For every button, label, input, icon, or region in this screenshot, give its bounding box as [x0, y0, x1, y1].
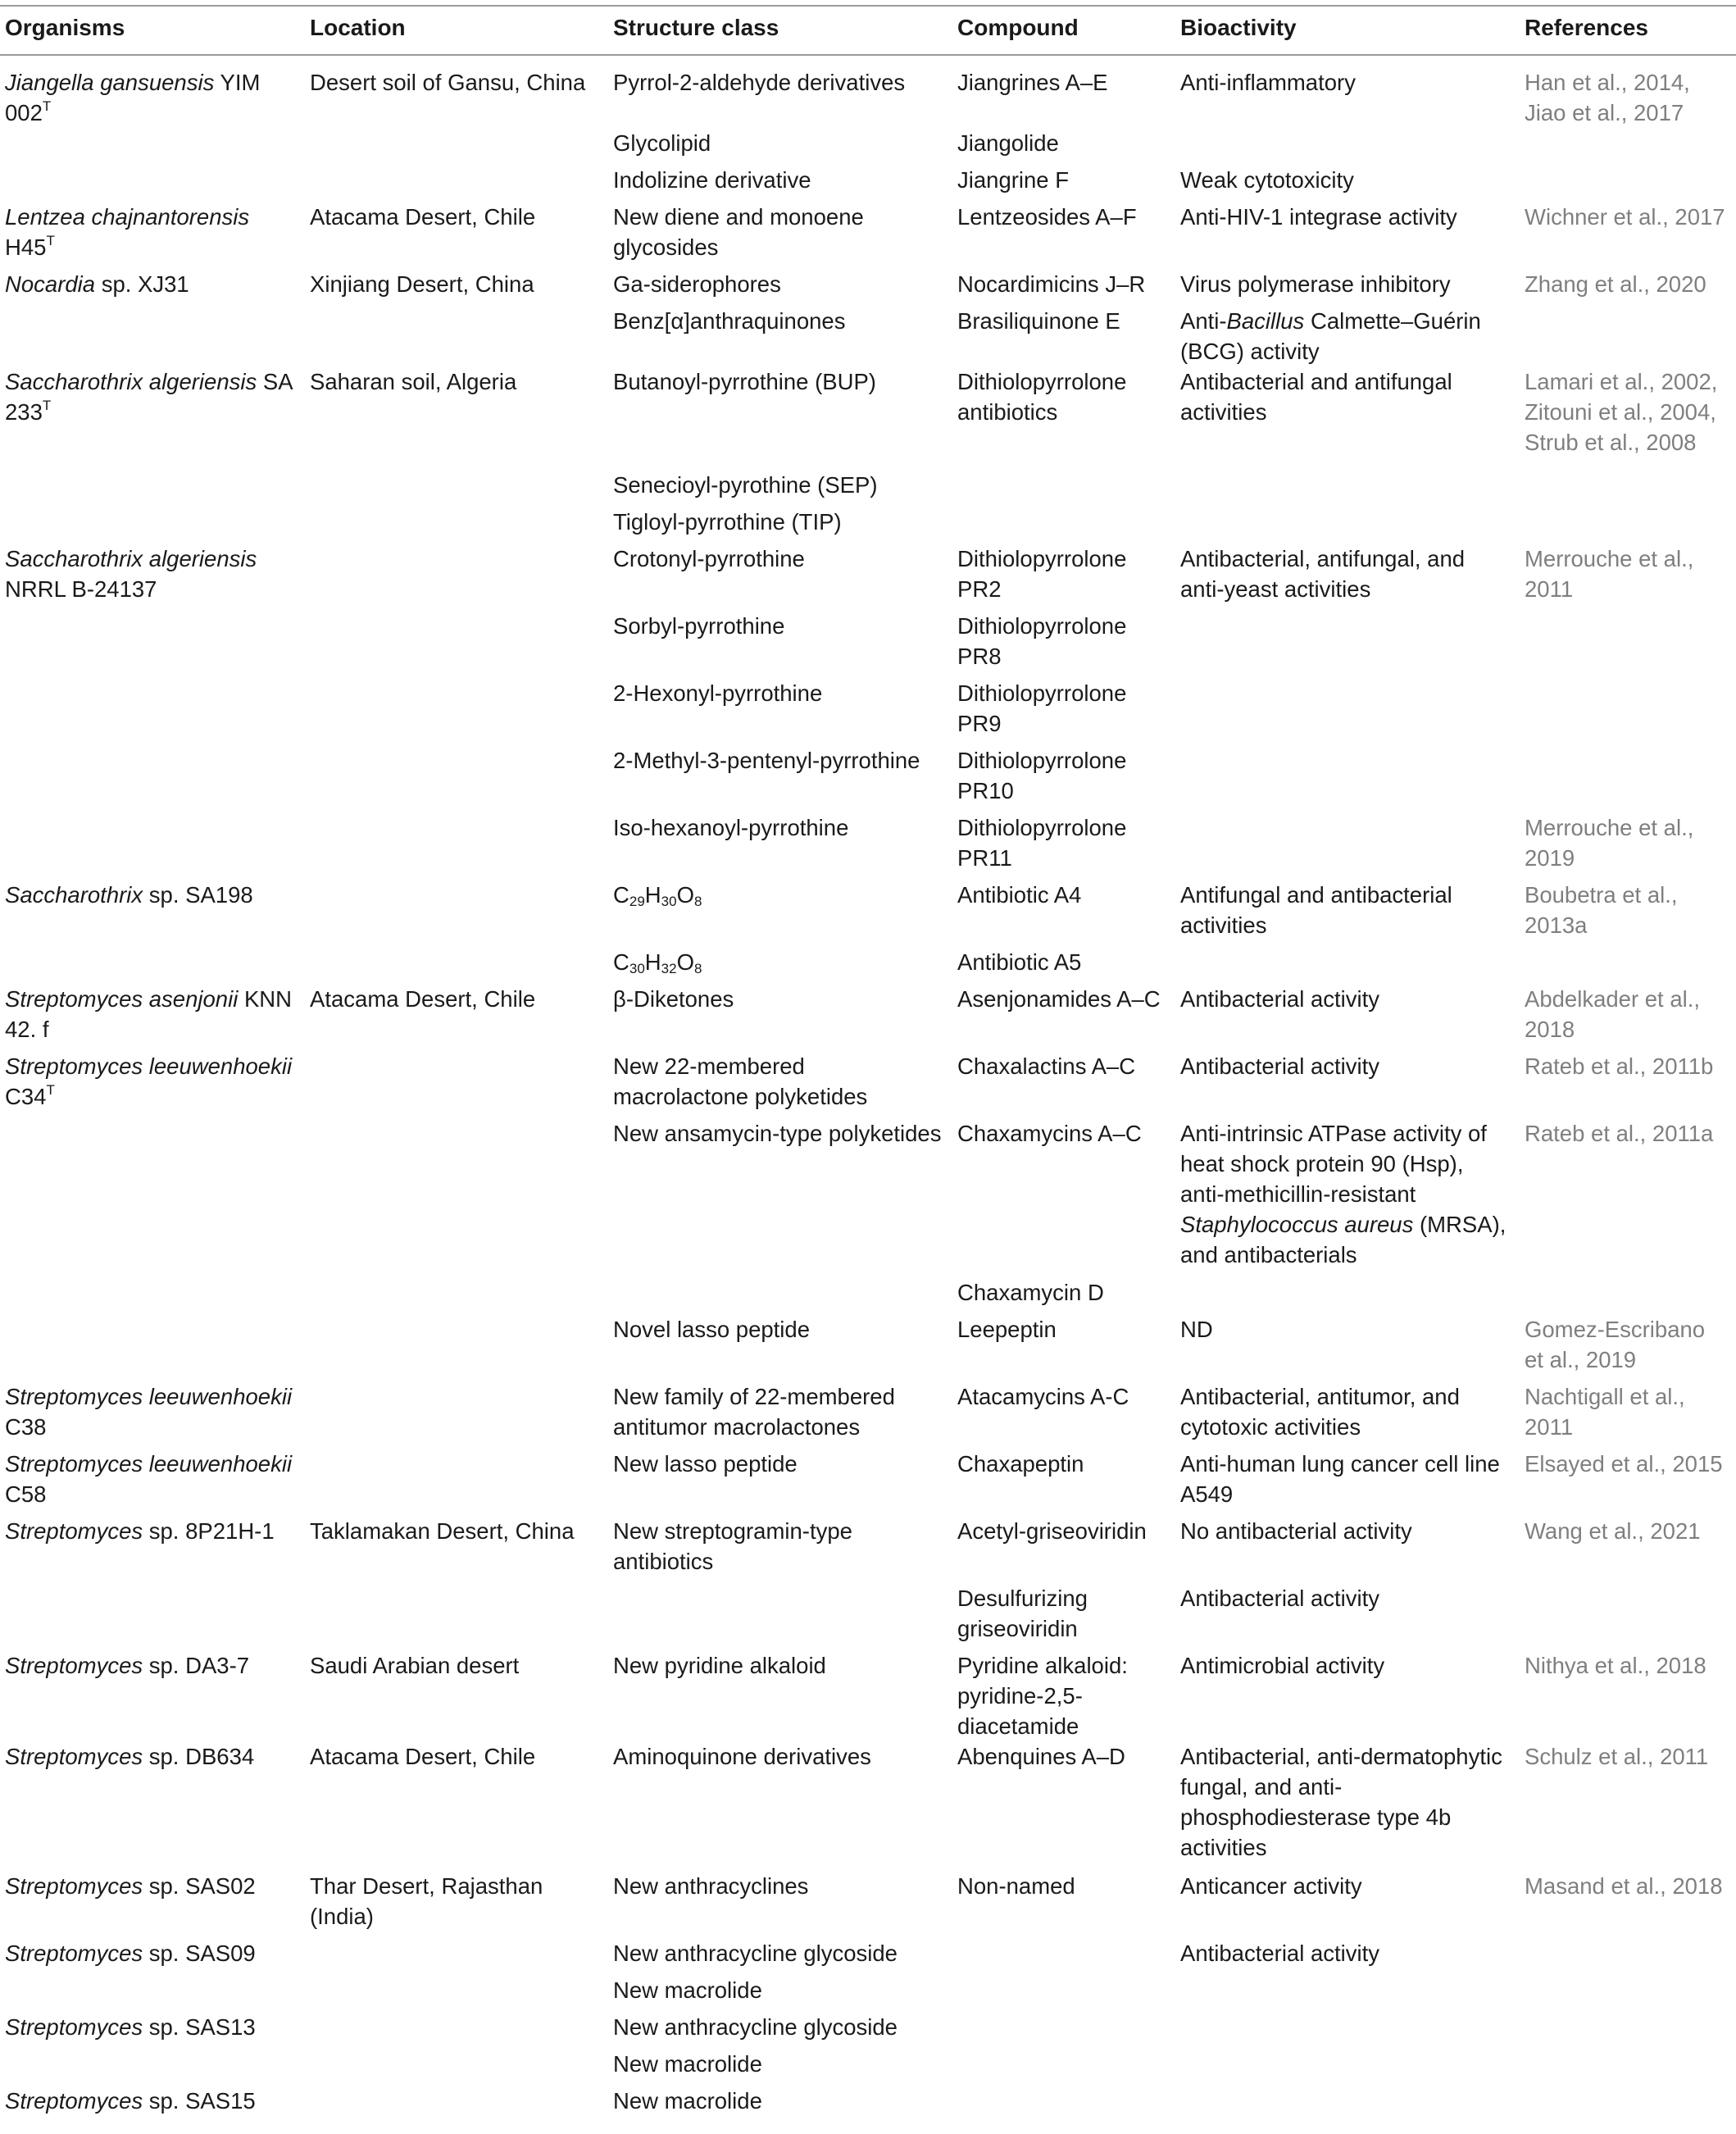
cell-reference: Elsayed et al., 2015 [1525, 1451, 1723, 1477]
cell-compound: Dithiolopyrrolone antibiotics [957, 369, 1127, 425]
cell-reference: Wang et al., 2021 [1525, 1518, 1701, 1544]
cell-compound: Desulfurizing griseoviridin [957, 1586, 1088, 1641]
table-row [0, 366, 1736, 470]
organism-strain: sp. SAS15 [143, 2088, 256, 2114]
cell-organism [0, 1516, 305, 1583]
cell-location [305, 678, 608, 745]
organism-strain: YIM 002 [5, 70, 261, 125]
cell-compound [952, 2086, 1175, 2123]
cell-bioactivity: Anti-inflammatory [1180, 70, 1356, 95]
type-strain-marker: T [42, 397, 52, 413]
cell-reference: Nachtigall et al., 2011 [1525, 1384, 1685, 1440]
organism-strain: sp. DB634 [143, 1744, 255, 1769]
cell-location [305, 1975, 608, 2012]
cell-location [305, 745, 608, 812]
cell-location: Taklamakan Desert, China [310, 1518, 575, 1544]
organism-strain: sp. SAS09 [143, 1941, 256, 1966]
cell-location [305, 1938, 608, 1975]
cell-bioactivity: Anti-human lung cancer cell line A549 [1180, 1451, 1500, 1507]
cell-bioactivity [1175, 678, 1520, 745]
cell-organism [0, 1938, 305, 1975]
cell-structure-class: Iso-hexanoyl-pyrrothine [613, 815, 849, 840]
cell-organism [0, 1118, 305, 1277]
organism-strain: C34 [5, 1084, 47, 1109]
cell-organism [0, 1741, 305, 1871]
cell-reference [1520, 128, 1736, 165]
formula-subscript: 29 [629, 894, 645, 909]
bioactivity-text: Calmette–Guérin (BCG) activity [1180, 308, 1481, 364]
cell-organism [0, 1583, 305, 1650]
cell-structure-class [608, 1583, 952, 1650]
cell-compound [952, 1938, 1175, 1975]
table-row [0, 544, 1736, 611]
cell-reference [1520, 2012, 1736, 2049]
table-row [0, 1277, 1736, 1314]
cell-compound: Jiangolide [957, 130, 1059, 156]
cell-reference [1520, 165, 1736, 202]
cell-compound: Non-named [957, 1873, 1075, 1899]
cell-reference: Lamari et al., 2002, Zitouni et al., 2004, Strub et al., 2008 [1525, 369, 1718, 455]
cell-compound: Acetyl-griseoviridin [957, 1518, 1147, 1544]
cell-reference: Gomez-Escribano et al., 2019 [1525, 1317, 1706, 1372]
cell-bioactivity: Virus polymerase inhibitory [1180, 271, 1451, 297]
cell-compound: Leepeptin [957, 1317, 1057, 1342]
cell-compound [952, 507, 1175, 544]
cell-structure-class: Indolizine derivative [613, 167, 811, 193]
organism-genus-species: Streptomyces leeuwenhoekii [5, 1384, 293, 1409]
cell-compound: Chaxamycin D [957, 1280, 1104, 1305]
cell-location: Thar Desert, Rajasthan (India) [310, 1873, 543, 1929]
organism-strain: sp. XJ31 [95, 271, 189, 297]
cell-organism [0, 202, 305, 269]
cell-organism [0, 812, 305, 880]
cell-compound: Dithiolopyrrolone PR9 [957, 680, 1127, 736]
cell-organism [0, 128, 305, 165]
cell-compound [952, 2012, 1175, 2049]
cell-organism [0, 269, 305, 306]
cell-structure-class: New macrolide [613, 2088, 762, 2114]
cell-location [305, 2086, 608, 2123]
cell-reference [1520, 470, 1736, 507]
cell-compound: Nocardimicins J–R [957, 271, 1146, 297]
cell-organism [0, 1051, 305, 1118]
header-location: Location [305, 6, 608, 55]
cell-bioactivity: Antibacterial activity [1180, 1941, 1380, 1966]
cell-compound: Dithiolopyrrolone PR8 [957, 613, 1127, 669]
cell-bioactivity: Weak cytotoxicity [1180, 167, 1354, 193]
organism-strain: sp. SA198 [143, 882, 253, 908]
cell-reference [1520, 1277, 1736, 1314]
bioactivity-text: (MRSA), and antibacterials [1180, 1212, 1507, 1267]
cell-reference [1520, 1583, 1736, 1650]
cell-reference [1520, 1975, 1736, 2012]
cell-reference: Schulz et al., 2011 [1525, 1744, 1709, 1769]
cell-reference [1520, 745, 1736, 812]
cell-bioactivity [1175, 128, 1520, 165]
cell-location [305, 2049, 608, 2086]
cell-location [305, 306, 608, 366]
organism-strain: NRRL B-24137 [5, 576, 157, 602]
table-row [0, 269, 1736, 306]
table-row [0, 1314, 1736, 1381]
cell-compound: Atacamycins A-C [957, 1384, 1129, 1409]
cell-bioactivity: Antibacterial, antitumor, and cytotoxic activities [1180, 1384, 1460, 1440]
organism-genus-species: Saccharothrix algeriensis [5, 369, 257, 394]
cell-reference: Zhang et al., 2020 [1525, 271, 1706, 297]
table-row [0, 1975, 1736, 2012]
organism-strain: sp. DA3-7 [143, 1653, 250, 1678]
cell-reference [1520, 306, 1736, 366]
cell-location [305, 165, 608, 202]
cell-location [305, 1583, 608, 1650]
cell-compound: Dithiolopyrrolone PR10 [957, 748, 1127, 803]
cell-structure-class: Benz[α]anthraquinones [613, 308, 846, 334]
cell-organism [0, 947, 305, 984]
cell-reference: Merrouche et al., 2011 [1525, 546, 1694, 602]
cell-compound [952, 2049, 1175, 2086]
cell-bioactivity [1175, 611, 1520, 678]
cell-bioactivity [1175, 745, 1520, 812]
cell-bioactivity: Anti-HIV-1 integrase activity [1180, 204, 1457, 230]
formula-subscript: 32 [661, 961, 677, 976]
cell-structure-class: Sorbyl-pyrrothine [613, 613, 785, 639]
cell-structure-class: New family of 22-membered antitumor macrolactones [613, 1384, 895, 1440]
cell-structure-class: Novel lasso peptide [613, 1317, 811, 1342]
table-row [0, 1051, 1736, 1118]
cell-reference [1520, 2086, 1736, 2123]
cell-structure-class: New pyridine alkaloid [613, 1653, 826, 1678]
cell-compound: Antibiotic A4 [957, 882, 1082, 908]
table-row [0, 470, 1736, 507]
cell-bioactivity [1175, 1975, 1520, 2012]
cell-organism [0, 470, 305, 507]
organism-genus-species: Nocardia [5, 271, 96, 297]
organism-genus-species: Streptomyces leeuwenhoekii [5, 1053, 293, 1079]
cell-structure-class: Aminoquinone derivatives [613, 1744, 871, 1769]
cell-bioactivity [1175, 507, 1520, 544]
cell-organism [0, 2012, 305, 2049]
cell-structure-class: New anthracycline glycoside [613, 2014, 898, 2040]
cell-location [305, 1314, 608, 1381]
cell-compound: Chaxamycins A–C [957, 1121, 1142, 1146]
cell-bioactivity: Antimicrobial activity [1180, 1653, 1385, 1678]
cell-bioactivity [1175, 1118, 1520, 1277]
cell-structure-class: New anthracyclines [613, 1873, 809, 1899]
cell-bioactivity [1175, 2086, 1520, 2123]
cell-organism [0, 984, 305, 1051]
cell-location [305, 1381, 608, 1449]
cell-organism [0, 55, 305, 128]
table-row [0, 1741, 1736, 1871]
cell-organism [0, 1277, 305, 1314]
table-row [0, 1583, 1736, 1650]
table-row [0, 1381, 1736, 1449]
table-row [0, 202, 1736, 269]
cell-structure-class [608, 947, 952, 984]
organism-strain: C38 [5, 1414, 47, 1440]
table-row [0, 2012, 1736, 2049]
cell-location [305, 128, 608, 165]
cell-compound: Jiangrines A–E [957, 70, 1108, 95]
cell-bioactivity [1175, 2012, 1520, 2049]
type-strain-marker: T [46, 1081, 55, 1098]
cell-reference [1520, 1938, 1736, 1975]
table-row [0, 984, 1736, 1051]
table-row [0, 1449, 1736, 1516]
cell-compound: Chaxapeptin [957, 1451, 1084, 1477]
cell-structure-class: Pyrrol-2-aldehyde derivatives [613, 70, 906, 95]
organism-genus-species: Streptomyces [5, 1941, 143, 1966]
cell-structure-class: Butanoyl-pyrrothine (BUP) [613, 369, 876, 394]
cell-organism [0, 1975, 305, 2012]
cell-reference: Han et al., 2014, Jiao et al., 2017 [1525, 70, 1690, 125]
cell-location: Saharan soil, Algeria [310, 369, 517, 394]
organism-genus-species: Saccharothrix [5, 882, 143, 908]
cell-location [305, 507, 608, 544]
cell-location [305, 947, 608, 984]
cell-location [305, 611, 608, 678]
cell-bioactivity: Antibacterial activity [1180, 1053, 1380, 1079]
formula-subscript: 30 [629, 961, 645, 976]
organism-strain: sp. SAS13 [143, 2014, 256, 2040]
organism-strain: C58 [5, 1481, 47, 1507]
cell-bioactivity: Antifungal and antibacterial activities [1180, 882, 1452, 938]
cell-structure-class: New ansamycin-type polyketides [613, 1121, 942, 1146]
cell-structure-class: Tigloyl-pyrrothine (TIP) [613, 509, 842, 535]
cell-location: Xinjiang Desert, China [310, 271, 534, 297]
type-strain-marker: T [42, 98, 52, 114]
table-row [0, 678, 1736, 745]
cell-structure-class: New diene and monoene glycosides [613, 204, 864, 260]
header-compound: Compound [952, 6, 1175, 55]
cell-compound: Chaxalactins A–C [957, 1053, 1136, 1079]
cell-compound [952, 470, 1175, 507]
header-structure-class: Structure class [608, 6, 952, 55]
cell-bioactivity: ND [1180, 1317, 1213, 1342]
cell-location: Atacama Desert, Chile [310, 1744, 536, 1769]
cell-location [305, 1118, 608, 1277]
cell-reference [1520, 507, 1736, 544]
formula-subscript: 8 [693, 961, 702, 976]
cell-bioactivity [1175, 470, 1520, 507]
cell-structure-class [608, 880, 952, 947]
table-row [0, 1516, 1736, 1583]
table-row [0, 306, 1736, 366]
formula-element: H [644, 949, 661, 975]
cell-location [305, 812, 608, 880]
cell-compound: Dithiolopyrrolone PR11 [957, 815, 1127, 871]
cell-bioactivity: Antibacterial and antifungal activities [1180, 369, 1452, 425]
cell-location [305, 544, 608, 611]
cell-structure-class: New lasso peptide [613, 1451, 798, 1477]
cell-location [305, 1051, 608, 1118]
cell-structure-class: Glycolipid [613, 130, 711, 156]
cell-reference: Nithya et al., 2018 [1525, 1653, 1706, 1678]
cell-structure-class [608, 1277, 952, 1314]
cell-organism [0, 306, 305, 366]
cell-structure-class: New streptogramin-type antibiotics [613, 1518, 852, 1574]
cell-location [305, 1277, 608, 1314]
type-strain-marker: T [46, 232, 55, 248]
cell-organism [0, 1314, 305, 1381]
cell-location [305, 2012, 608, 2049]
cell-reference: Boubetra et al., 2013a [1525, 882, 1678, 938]
cell-structure-class: 2-Methyl-3-pentenyl-pyrrothine [613, 748, 920, 773]
cell-compound: Lentzeosides A–F [957, 204, 1137, 230]
cell-organism [0, 1871, 305, 1938]
cell-organism [0, 880, 305, 947]
table-row [0, 128, 1736, 165]
cell-organism [0, 366, 305, 470]
organism-genus-species: Lentzea chajnantorensis [5, 204, 250, 230]
bioactivity-organism-name: Bacillus [1226, 308, 1305, 334]
organism-genus-species: Streptomyces [5, 1744, 143, 1769]
cell-organism [0, 2049, 305, 2086]
cell-compound: Brasiliquinone E [957, 308, 1120, 334]
formula-subscript: 8 [693, 894, 702, 909]
cell-structure-class: New 22-membered macrolactone polyketides [613, 1053, 868, 1109]
cell-reference [1520, 947, 1736, 984]
cell-structure-class: 2-Hexonyl-pyrrothine [613, 680, 823, 706]
cell-bioactivity [1175, 947, 1520, 984]
cell-reference: Masand et al., 2018 [1525, 1873, 1723, 1899]
cell-reference [1520, 678, 1736, 745]
data-table [0, 5, 1736, 2123]
cell-location: Desert soil of Gansu, China [310, 70, 586, 95]
organism-strain: sp. 8P21H-1 [143, 1518, 275, 1544]
organism-genus-species: Saccharothrix algeriensis [5, 546, 257, 571]
organism-genus-species: Streptomyces [5, 1653, 143, 1678]
cell-compound: Asenjonamides A–C [957, 986, 1161, 1012]
cell-reference [1520, 2049, 1736, 2086]
formula-element: C [613, 949, 629, 975]
table-row [0, 507, 1736, 544]
table-row [0, 880, 1736, 947]
organism-genus-species: Streptomyces leeuwenhoekii [5, 1451, 293, 1477]
formula-element: O [676, 882, 694, 908]
cell-bioactivity [1175, 812, 1520, 880]
organism-genus-species: Streptomyces [5, 2014, 143, 2040]
table-row [0, 2049, 1736, 2086]
cell-structure-class: New macrolide [613, 2051, 762, 2077]
cell-organism [0, 507, 305, 544]
cell-bioactivity: Antibacterial activity [1180, 986, 1380, 1012]
cell-structure-class: Crotonyl-pyrrothine [613, 546, 805, 571]
cell-organism [0, 1449, 305, 1516]
organism-strain: KNN 42. f [5, 986, 293, 1042]
cell-compound: Dithiolopyrrolone PR2 [957, 546, 1127, 602]
cell-organism [0, 1381, 305, 1449]
table-row [0, 1938, 1736, 1975]
cell-organism [0, 678, 305, 745]
cell-compound: Abenquines A–D [957, 1744, 1125, 1769]
bioactivity-organism-name: Staphylococcus aureus [1180, 1212, 1414, 1237]
organism-genus-species: Jiangella gansuensis [5, 70, 215, 95]
table-header-row [0, 6, 1736, 55]
table-row [0, 1118, 1736, 1277]
table-row [0, 165, 1736, 202]
cell-organism [0, 611, 305, 678]
formula-element: H [644, 882, 661, 908]
header-bioactivity: Bioactivity [1175, 6, 1520, 55]
table-row [0, 55, 1736, 128]
organism-genus-species: Streptomyces [5, 1873, 143, 1899]
cell-bioactivity [1175, 1277, 1520, 1314]
cell-location: Atacama Desert, Chile [310, 986, 536, 1012]
cell-location [305, 880, 608, 947]
table-row [0, 947, 1736, 984]
header-organisms: Organisms [0, 6, 305, 55]
organism-genus-species: Streptomyces [5, 1518, 143, 1544]
cell-location: Atacama Desert, Chile [310, 204, 536, 230]
cell-location: Saudi Arabian desert [310, 1653, 520, 1678]
table-row [0, 1650, 1736, 1741]
organism-strain: SA 233 [5, 369, 293, 425]
organism-strain: sp. SAS02 [143, 1873, 256, 1899]
cell-structure-class: New macrolide [613, 1977, 762, 2003]
cell-reference [1520, 611, 1736, 678]
cell-organism [0, 165, 305, 202]
cell-organism [0, 2086, 305, 2123]
organism-genus-species: Streptomyces [5, 2088, 143, 2114]
cell-compound: Antibiotic A5 [957, 949, 1082, 975]
formula-element: O [676, 949, 694, 975]
organism-strain: H45 [5, 234, 47, 260]
cell-bioactivity: Anticancer activity [1180, 1873, 1362, 1899]
cell-organism [0, 1650, 305, 1741]
cell-organism [0, 745, 305, 812]
cell-bioactivity: No antibacterial activity [1180, 1518, 1412, 1544]
cell-reference: Rateb et al., 2011b [1525, 1053, 1714, 1079]
cell-structure-class: β-Diketones [613, 986, 734, 1012]
cell-bioactivity: Antibacterial activity [1180, 1586, 1380, 1611]
cell-bioactivity: Antibacterial, antifungal, and anti-yeast activities [1180, 546, 1466, 602]
formula-subscript: 30 [661, 894, 677, 909]
organism-genus-species: Streptomyces asenjonii [5, 986, 239, 1012]
formula-element: C [613, 882, 629, 908]
cell-structure-class: Ga-siderophores [613, 271, 781, 297]
cell-structure-class: Senecioyl-pyrothine (SEP) [613, 472, 878, 498]
cell-bioactivity: Antibacterial, anti-dermatophytic fungal, and anti-phosphodiesterase type 4b activities [1180, 1744, 1502, 1860]
cell-location [305, 1449, 608, 1516]
cell-bioactivity [1175, 306, 1520, 366]
cell-reference: Rateb et al., 2011a [1525, 1121, 1714, 1146]
cell-structure-class: New anthracycline glycoside [613, 1941, 898, 1966]
table-row [0, 1871, 1736, 1938]
table-row [0, 611, 1736, 678]
bioactivity-text: Anti- [1180, 308, 1227, 334]
cell-reference: Wichner et al., 2017 [1525, 204, 1725, 230]
cell-organism [0, 544, 305, 611]
cell-compound: Jiangrine F [957, 167, 1070, 193]
table-row [0, 812, 1736, 880]
cell-location [305, 470, 608, 507]
cell-compound: Pyridine alkaloid: pyridine-2,5-diacetamide [957, 1653, 1128, 1739]
cell-reference: Merrouche et al., 2019 [1525, 815, 1694, 871]
table-row [0, 745, 1736, 812]
cell-bioactivity [1175, 2049, 1520, 2086]
bioactivity-text: Anti-intrinsic ATPase activity of heat shock protein 90 (Hsp), anti-methicillin-resistant [1180, 1121, 1487, 1207]
table-row [0, 2086, 1736, 2123]
header-references: References [1520, 6, 1736, 55]
cell-compound [952, 1975, 1175, 2012]
cell-reference: Abdelkader et al., 2018 [1525, 986, 1701, 1042]
